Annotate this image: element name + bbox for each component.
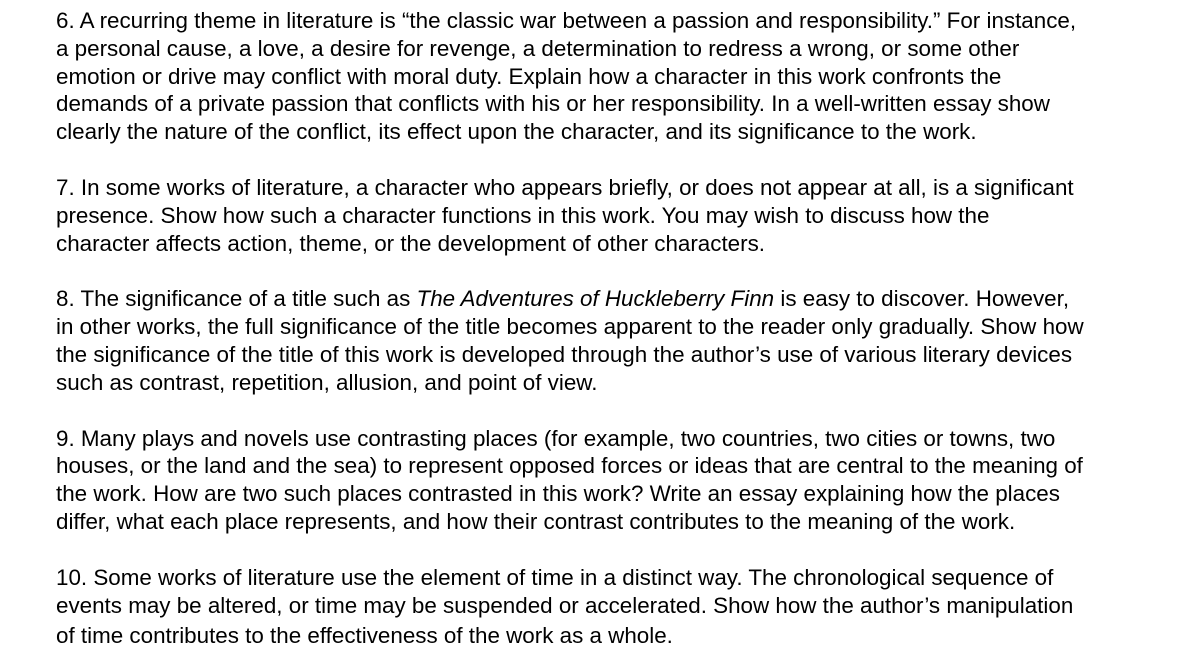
question-8	[56, 285, 1166, 396]
text-line: a personal cause, a love, a desire for revenge, a determination to redress a wrong, or some other	[56, 35, 1020, 61]
book-title: The Adventures of Huckleberry Finn	[416, 286, 775, 312]
question-10	[56, 564, 1166, 620]
text-segment: 8. The significance of a title such as	[56, 286, 417, 312]
text-line: 6. A recurring theme in literature is “the classic war between a passion and responsibility.” For instance,	[56, 8, 1077, 33]
text-line: 9. Many plays and novels use contrasting places (for example, two countries, two cities or towns, two	[56, 425, 1056, 451]
paragraph-gap	[56, 536, 1166, 564]
text-line: presence. Show how such a character functions in this work. You may wish to discuss how the	[56, 202, 990, 228]
text-line: 10. Some works of literature use the element of time in a distinct way. The chronological sequence of	[56, 564, 1054, 590]
text-line: in other works, the full significance of the title becomes apparent to the reader only gradually. Show how	[56, 314, 1084, 340]
text-line: demands of a private passion that conflicts with his or her responsibility. In a well-written essay show	[56, 91, 1050, 117]
text-segment: is easy to discover. However,	[774, 286, 1070, 312]
text-line: clearly the nature of the conflict, its effect upon the character, and its significance to the work.	[56, 119, 977, 145]
question-9	[56, 425, 1166, 536]
paragraph-gap	[56, 397, 1166, 425]
text-line: houses, or the land and the sea) to represent opposed forces or ideas that are central to the meaning of	[56, 453, 1083, 479]
text-line: the work. How are two such places contrasted in this work? Write an essay explaining how the places	[56, 481, 1060, 507]
paragraph-gap	[56, 257, 1166, 285]
text-line: the significance of the title of this work is developed through the author’s use of various literary devices	[56, 341, 1073, 367]
paragraph-gap	[56, 146, 1166, 174]
text-line: differ, what each place represents, and how their contrast contributes to the meaning of the work.	[56, 508, 1016, 534]
text-line: such as contrast, repetition, allusion, and point of view.	[56, 369, 598, 395]
text-line: events may be altered, or time may be suspended or accelerated. Show how the author’s manipulation	[56, 592, 1074, 618]
text-line	[56, 285, 1166, 313]
question-7	[56, 174, 1166, 257]
document-body	[56, 7, 1166, 619]
text-line: 7. In some works of literature, a character who appears briefly, or does not appear at all, is a significant	[56, 174, 1074, 200]
text-line-partial: of time contributes to the effectiveness of the work as a whole.	[56, 623, 673, 648]
text-line: character affects action, theme, or the development of other characters.	[56, 230, 766, 256]
question-6	[56, 7, 1166, 146]
text-line: emotion or drive may conflict with moral duty. Explain how a character in this work confronts the	[56, 63, 1002, 89]
